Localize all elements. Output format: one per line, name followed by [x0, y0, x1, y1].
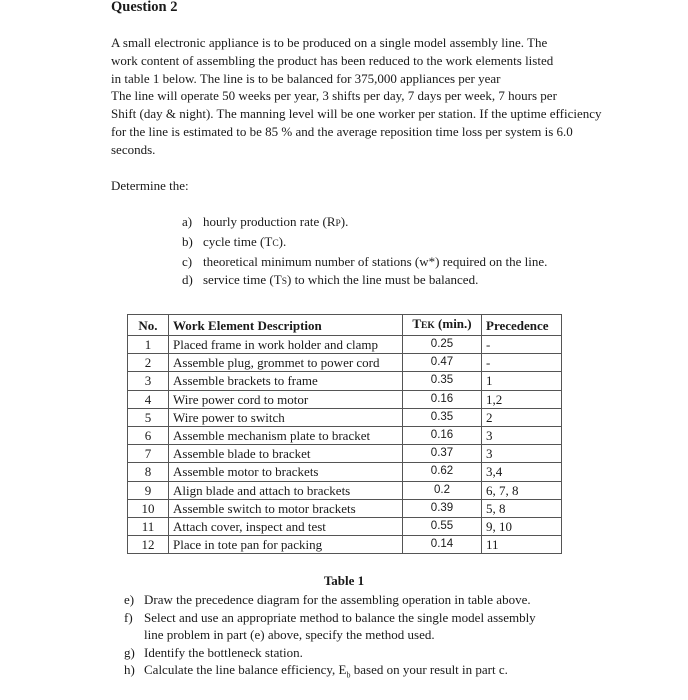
table-row [128, 390, 562, 408]
part-h [124, 661, 536, 684]
part-label: h) [124, 662, 135, 678]
cell-tek: 0.2 [403, 481, 482, 499]
parts-e-to-h [124, 591, 536, 685]
part-text: service time (TS) to which the line must be balanced. [203, 272, 479, 287]
cell-desc: Assemble brackets to frame [169, 372, 403, 390]
part-text: hourly production rate (RP). [203, 214, 349, 229]
work-elements-table [127, 314, 562, 554]
cell-no: 6 [128, 426, 169, 444]
cell-desc: Assemble blade to bracket [169, 445, 403, 463]
cell-tek: 0.16 [403, 426, 482, 444]
table-row [128, 372, 562, 390]
part-text: Draw the precedence diagram for the assembling operation in table above. [144, 592, 531, 607]
part-label: b) [182, 234, 193, 249]
part-label: d) [182, 272, 193, 287]
part-text: Calculate the line balance efficiency, $E_b$ based on your result in part c. [144, 662, 508, 680]
cell-no: 9 [128, 481, 169, 499]
cell-no: 2 [128, 354, 169, 372]
cell-desc: Wire power to switch [169, 408, 403, 426]
cell-tek: 0.14 [403, 536, 482, 554]
part-b [182, 233, 547, 253]
part-text: cycle time (TC). [203, 234, 287, 249]
cell-tek: 0.47 [403, 354, 482, 372]
cell-no: 11 [128, 517, 169, 535]
cell-tek: 0.62 [403, 463, 482, 481]
table-row [128, 481, 562, 499]
table-row [128, 517, 562, 535]
table-row [128, 536, 562, 554]
cell-prec: 6, 7, 8 [482, 481, 562, 499]
part-label: a) [182, 214, 193, 229]
statement-line: in table 1 below. The line is to be balanced for 375,000 appliances per year [111, 70, 501, 86]
cell-prec: 1 [482, 372, 562, 390]
cell-prec: 1,2 [482, 390, 562, 408]
cell-tek: 0.25 [403, 336, 482, 354]
cell-no: 1 [128, 336, 169, 354]
cell-prec: 5, 8 [482, 499, 562, 517]
cell-desc: Attach cover, inspect and test [169, 517, 403, 535]
header-precedence: Precedence [482, 315, 562, 336]
statement-line: Shift (day & night). The manning level will be one worker per station. If the uptime efficiency [111, 106, 602, 122]
cell-tek: 0.39 [403, 499, 482, 517]
part-label: e) [124, 592, 135, 607]
statement-line: The line will operate 50 weeks per year, 3 shifts per day, 7 days per week, 7 hours per [111, 88, 557, 104]
cell-prec: - [482, 336, 562, 354]
cell-tek: 0.55 [403, 517, 482, 535]
statement-line: A small electronic appliance is to be produced on a single model assembly line. The [111, 35, 548, 50]
part-label: f) [124, 609, 133, 625]
table-row [128, 499, 562, 517]
cell-tek: 0.35 [403, 408, 482, 426]
cell-prec: 3 [482, 426, 562, 444]
statement-line: work content of assembling the product has been reduced to the work elements listed [111, 52, 554, 68]
cell-prec: 11 [482, 536, 562, 554]
cell-prec: 9, 10 [482, 517, 562, 535]
statement-line: seconds. [111, 141, 156, 157]
cell-desc: Wire power cord to motor [169, 390, 403, 408]
cell-desc: Align blade and attach to brackets [169, 481, 403, 499]
cell-desc: Assemble mechanism plate to bracket [169, 426, 403, 444]
cell-no: 10 [128, 499, 169, 517]
table-row [128, 445, 562, 463]
cell-tek: 0.16 [403, 390, 482, 408]
cell-tek: 0.35 [403, 372, 482, 390]
part-c [182, 253, 547, 271]
cell-prec: 3 [482, 445, 562, 463]
cell-prec: 3,4 [482, 463, 562, 481]
header-no: No. [128, 315, 169, 336]
cell-desc: Placed frame in work holder and clamp [169, 336, 403, 354]
cell-no: 8 [128, 463, 169, 481]
cell-desc: Assemble motor to brackets [169, 463, 403, 481]
part-f [124, 609, 536, 644]
cell-tek: 0.37 [403, 445, 482, 463]
table-header-row [128, 315, 562, 336]
cell-desc: Assemble switch to motor brackets [169, 499, 403, 517]
table-row [128, 408, 562, 426]
header-tek: TEK (min.) [403, 315, 482, 336]
cell-prec: 2 [482, 408, 562, 426]
table-row [128, 336, 562, 354]
determine-label: Determine the: [111, 178, 189, 193]
question-heading: Question 2 [111, 0, 178, 15]
table-caption: Table 1 [323, 573, 365, 588]
cell-no: 7 [128, 445, 169, 463]
header-description: Work Element Description [169, 315, 403, 336]
table-row [128, 463, 562, 481]
part-label: g) [124, 644, 135, 660]
part-label: c) [182, 254, 193, 269]
problem-statement [111, 34, 651, 159]
statement-line: for the line is estimated to be 85 % and the average reposition time loss per system is 6.0 [111, 123, 573, 139]
cell-no: 5 [128, 408, 169, 426]
part-a [182, 213, 547, 233]
table-row [128, 426, 562, 444]
part-g [124, 644, 536, 662]
parts-a-to-d [182, 213, 547, 291]
part-text: theoretical minimum number of stations (w*) required on the line. [203, 254, 548, 269]
part-d [182, 271, 547, 291]
part-text: Select and use an appropriate method to balance the single model assembly line problem in part (e) above, specify the method used. [144, 609, 536, 643]
cell-prec: - [482, 354, 562, 372]
cell-no: 4 [128, 390, 169, 408]
cell-no: 3 [128, 372, 169, 390]
part-e [124, 591, 536, 609]
cell-no: 12 [128, 536, 169, 554]
part-text: Identify the bottleneck station. [144, 644, 303, 660]
cell-desc: Place in tote pan for packing [169, 536, 403, 554]
cell-desc: Assemble plug, grommet to power cord [169, 354, 403, 372]
table-row [128, 354, 562, 372]
